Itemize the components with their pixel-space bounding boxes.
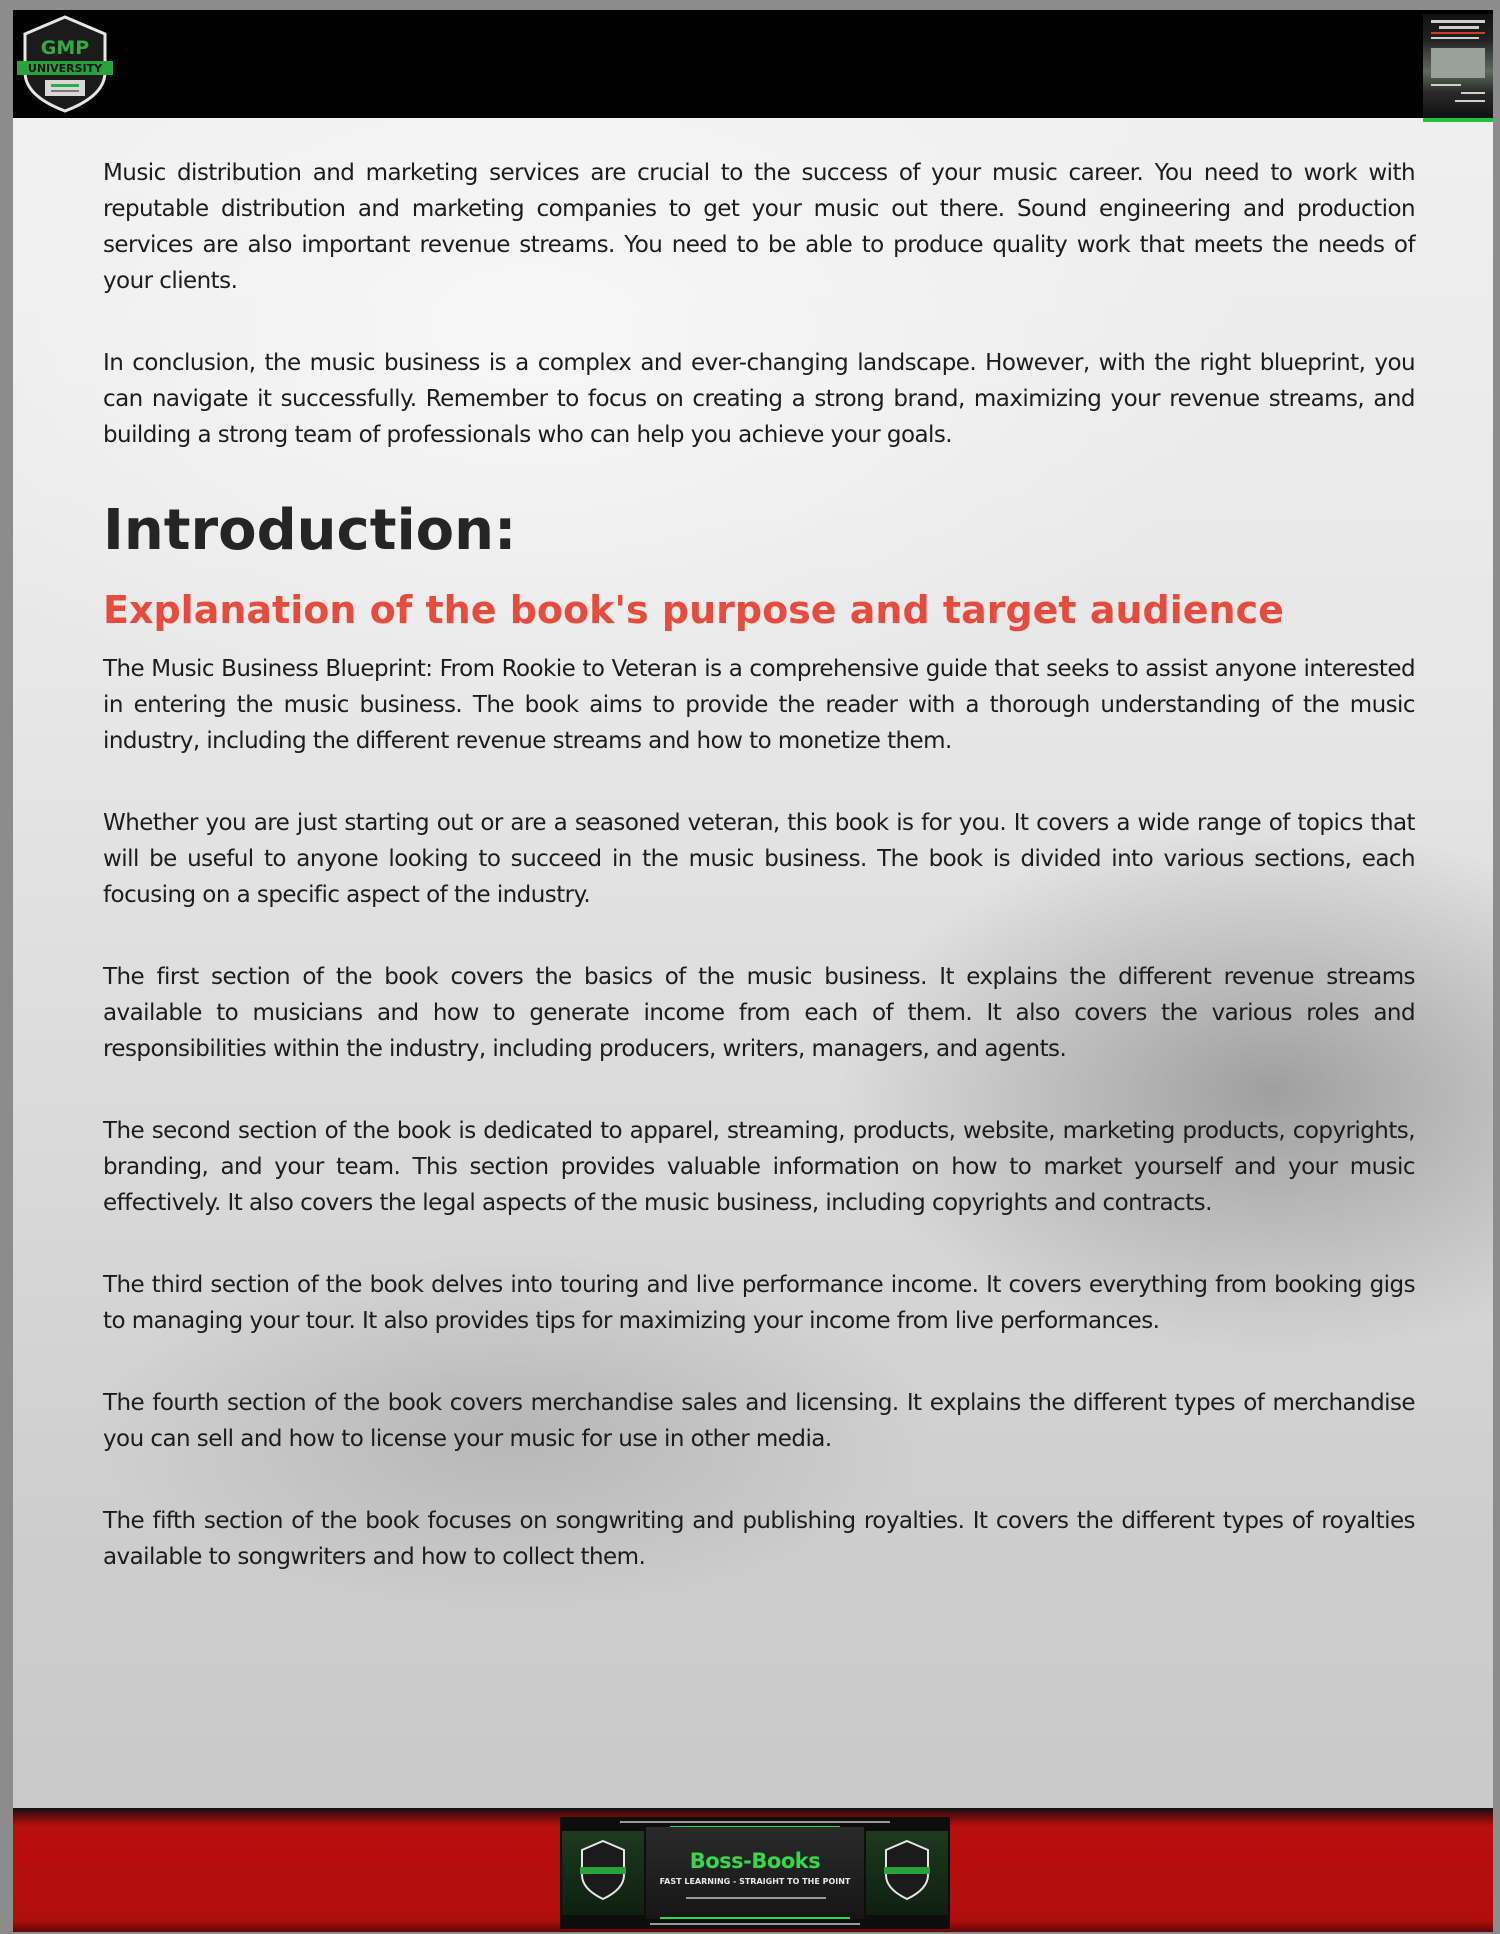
banner-center [646, 1827, 864, 1919]
paragraph-first-section: The first section of the book covers the basics of the music business. It explains the different revenue streams available to musicians and how to generate income from each of them. It also covers the various roles and responsibilities within the industry, including producers, writers, managers, and agents. [103, 964, 1415, 1062]
paragraph-audience: Whether you are just starting out or are a seasoned veteran, this book is for you. It covers a wide range of topics that will be useful to anyone looking to succeed in the music business. The book is divided into various sections, each focusing on a specific aspect of the industry. [103, 810, 1415, 908]
paragraph-book-overview: The Music Business Blueprint: From Rookie to Veteran is a comprehensive guide that seeks to assist anyone interested in entering the music business. The book aims to provide the reader with a thorough understanding of the music industry, including the different revenue streams and how to monetize them. [103, 656, 1415, 754]
paragraph-fifth-section: The fifth section of the book focuses on songwriting and publishing royalties. It covers the different types of royalties available to songwriters and how to collect them. [103, 1508, 1415, 1570]
introduction-heading: Introduction: [103, 498, 517, 563]
boss-books-banner [560, 1817, 950, 1929]
paragraph-conclusion: In conclusion, the music business is a complex and ever-changing landscape. However, with the right blueprint, you can navigate it successfully. Remember to focus on creating a strong brand, maximizing your revenue streams, and building a strong team of professionals who can help you achieve your goals. [103, 350, 1415, 448]
logo-university-text: UNIVERSITY [27, 62, 103, 75]
footer-left-logo-icon [562, 1831, 644, 1915]
purpose-subheading: Explanation of the book's purpose and target audience [103, 588, 1284, 632]
document-page [13, 10, 1493, 1932]
banner-title: Boss-Books [689, 1849, 821, 1873]
document-body [103, 155, 1415, 1621]
page-header [13, 10, 1493, 118]
banner-subtitle: FAST LEARNING - STRAIGHT TO THE POINT [659, 1877, 851, 1886]
paragraph-distribution-services: Music distribution and marketing services are crucial to the success of your music career. You need to work with reputable distribution and marketing companies to get your music out there. Sound engineering and production services are also important revenue streams. You need to be able to produce quality work that meets the needs of your clients. [103, 160, 1415, 294]
paragraph-third-section: The third section of the book delves into touring and live performance income. It covers everything from booking gigs to managing your tour. It also provides tips for maximizing your income from live performances. [103, 1272, 1415, 1334]
logo-gmp-text: GMP [40, 37, 90, 59]
gmp-university-logo-icon [15, 14, 115, 114]
book-cover-thumbnail-icon [1423, 14, 1493, 122]
footer-right-logo-icon [866, 1831, 948, 1915]
paragraph-fourth-section: The fourth section of the book covers merchandise sales and licensing. It explains the different types of merchandise you can sell and how to license your music for use in other media. [103, 1390, 1415, 1452]
page-footer [13, 1808, 1493, 1932]
paragraph-second-section: The second section of the book is dedicated to apparel, streaming, products, website, marketing products, copyrights, branding, and your team. This section provides valuable information on how to market yourself and your music effectively. It also covers the legal aspects of the music business, including copyrights and contracts. [103, 1118, 1415, 1216]
